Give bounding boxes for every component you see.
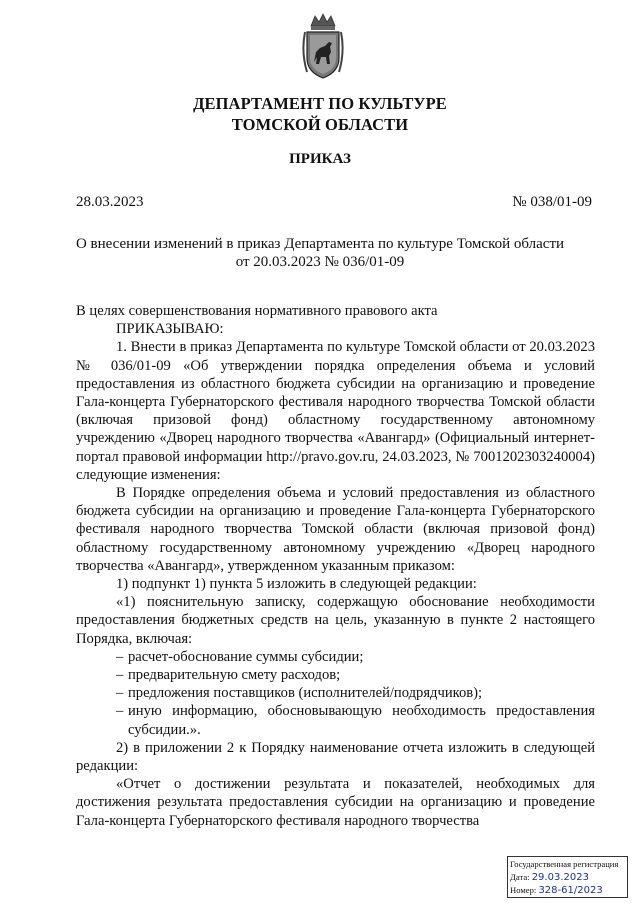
list-item-text: предложения поставщиков (исполнителей/подрядчиков); <box>128 685 483 702</box>
subject-line-2: от 20.03.2023 № 036/01-09 <box>235 254 405 270</box>
paragraph-4: «1) пояснительную записку, содержащую обоснование необходимости предоставления бюджетных средств на цель, указанную в пункте 2 настоящего Порядка, включая: <box>76 594 595 647</box>
stamp-title: Государственная регистрация <box>510 859 619 869</box>
intro-paragraph: В целях совершенствования нормативного правового акта <box>76 303 438 319</box>
stamp-number-label: Номер: <box>510 885 537 895</box>
order-word: ПРИКАЗЫВАЮ: <box>116 321 224 338</box>
paragraph-2: В Порядке определения объема и условий предоставления из областного бюджета субсидии на организацию и проведение Гала-концерта Губернаторского фестиваля народного творчества Томской области (включая призовой фонд) областному государственному автономному учреждению «Дворец народного творчества «Авангард», утвержденном указанным приказом: <box>76 485 595 574</box>
coat-of-arms-emblem <box>301 12 345 82</box>
stamp-number-row <box>510 884 625 897</box>
list-item <box>76 648 595 666</box>
stamp-date-row <box>510 871 625 884</box>
list-item-text: расчет-обоснование суммы субсидии; <box>128 648 364 665</box>
paragraph-5: 2) в приложении 2 к Порядку наименование отчета изложить в следующей редакции: <box>76 739 595 775</box>
stamp-date-label: Дата: <box>510 872 530 882</box>
list-item <box>76 702 595 738</box>
organization-name-line-2: ТОМСКОЙ ОБЛАСТИ <box>231 115 409 134</box>
list-dash: – <box>116 648 124 665</box>
list-item <box>76 666 595 684</box>
stamp-number-value: 328-61/2023 <box>538 885 603 896</box>
list-dash: – <box>116 685 124 702</box>
stamp-date-value: 29.03.2023 <box>531 872 589 883</box>
organization-name-line-1: ДЕПАРТАМЕНТ ПО КУЛЬТУРЕ <box>193 94 447 113</box>
paragraph-6: «Отчет о достижении результата и показателей, необходимых для достижения результата предоставления субсидии на организацию и проведение Гала-концерта Губернаторского фестиваля народного творчества <box>76 776 595 829</box>
registration-stamp <box>507 856 628 898</box>
document-body <box>76 302 595 830</box>
list-dash: – <box>116 703 124 720</box>
paragraph-3: 1) подпункт 1) пункта 5 изложить в следующей редакции: <box>116 576 477 593</box>
list-item-text: иную информацию, обосновывающую необходимость предоставления субсидии.». <box>128 703 595 738</box>
document-date: 28.03.2023 <box>76 194 144 210</box>
list-item-text: предварительную смету расходов; <box>128 667 341 684</box>
document-number: № 038/01-09 <box>512 194 592 210</box>
document-type: ПРИКАЗ <box>289 151 351 167</box>
paragraph-1: 1. Внести в приказ Департамента по культуре Томской области от 20.03.2023 № 036/01-09 «Об утверждении порядка определения объема и условий предоставления из областного бюджета субсидии на организацию и проведение Гала-концерта Губернаторского фестиваля народного творчества Томской области (включая призовой фонд) областному государственному автономному учреждению «Дворец народного творчества «Авангард» (Официальный интернет-портал правовой информации http://pravo.gov.ru, 24.03.2023, № 7001202303240004) следующие изменения: <box>76 339 595 483</box>
subject-line-1: О внесении изменений в приказ Департамента по культуре Томской области <box>75 236 565 252</box>
list-item <box>76 684 595 702</box>
list-dash: – <box>116 667 124 684</box>
